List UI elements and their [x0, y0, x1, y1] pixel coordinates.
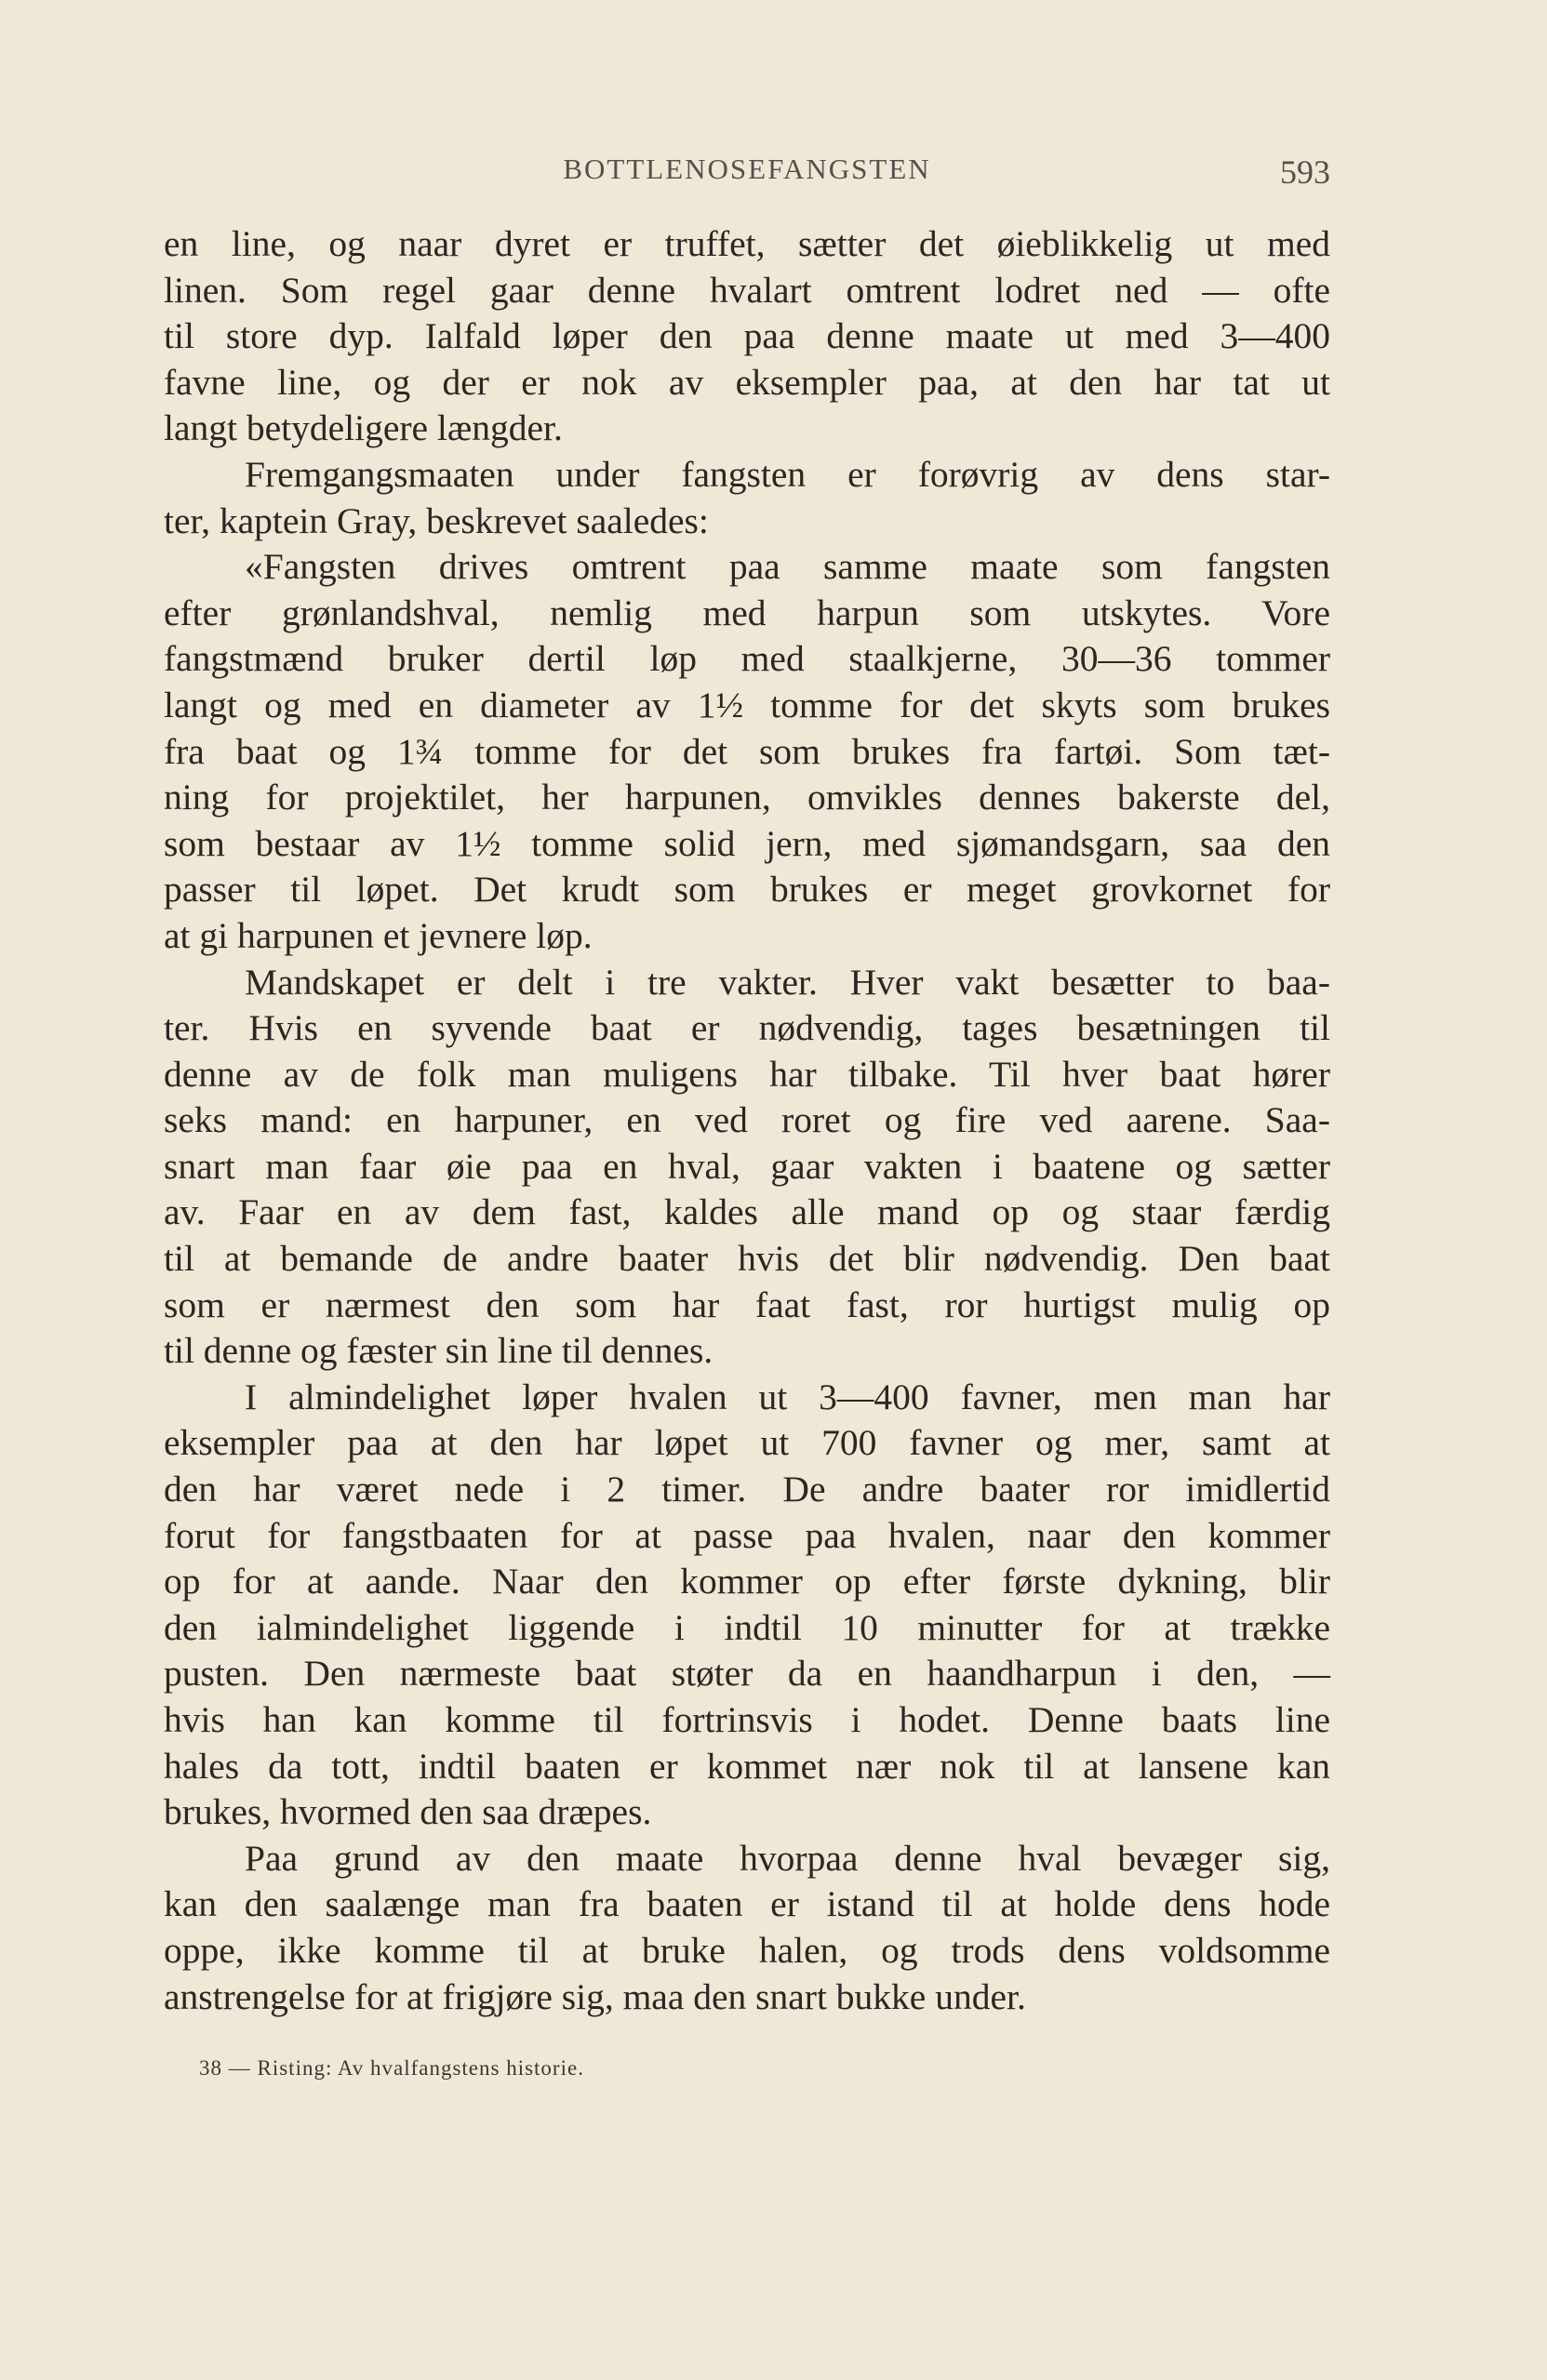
body-text: [164, 221, 1330, 2020]
text-line: den ialmindelighet liggende i indtil 10 minutter for at trække: [164, 1606, 1330, 1648]
text-line: hales da tott, indtil baaten er kommet nær nok til at lansene kan: [164, 1745, 1330, 1787]
text-line: favne line, og der er nok av eksempler paa, at den har tat ut: [164, 361, 1330, 403]
text-line: passer til løpet. Det krudt som brukes er meget grovkornet for: [164, 869, 1330, 911]
text-line: oppe, ikke komme til at bruke halen, og trods dens voldsomme: [164, 1929, 1330, 1971]
running-header: [164, 153, 1330, 193]
text-line: ter. Hvis en syvende baat er nødvendig, tages besætningen til: [164, 1007, 1330, 1049]
text-line: Fremgangsmaaten under fangsten er forøvrig av dens star-: [245, 453, 1330, 495]
text-line: som bestaar av 1½ tomme solid jern, med sjømandsgarn, saa den: [164, 822, 1330, 864]
text-line: ter, kaptein Gray, beskrevet saaledes:: [164, 499, 709, 541]
text-line: ning for projektilet, her harpunen, omvikles dennes bakerste del,: [164, 777, 1330, 818]
text-line: eksempler paa at den har løpet ut 700 favner og mer, samt at: [164, 1422, 1330, 1464]
text-line: langt og med en diameter av 1½ tomme for det skyts som brukes: [164, 684, 1330, 725]
text-line: fangstmænd bruker dertil løp med staalkjerne, 30—36 tommer: [164, 638, 1330, 680]
text-line: som er nærmest den som har faat fast, ror hurtigst mulig op: [164, 1283, 1330, 1325]
signature-footer: 38 — Risting: Av hvalfangstens historie.: [199, 2056, 584, 2080]
text-line: op for at aande. Naar den kommer op efter første dykning, blir: [164, 1561, 1330, 1602]
text-line: en line, og naar dyret er truffet, sætter det øieblikkelig ut med: [164, 223, 1330, 264]
text-line: anstrengelse for at frigjøre sig, maa den snart bukke under.: [164, 1975, 1026, 2017]
text-line: at gi harpunen et jevnere løp.: [164, 914, 593, 956]
text-line: til store dyp. Ialfald løper den paa denne maate ut med 3—400: [164, 315, 1330, 357]
text-line: av. Faar en av dem fast, kaldes alle mand op og staar færdig: [164, 1191, 1330, 1233]
page-number: 593: [1280, 153, 1330, 191]
text-line: brukes, hvormed den saa dræpes.: [164, 1791, 652, 1833]
text-line: den har været nede i 2 timer. De andre baater ror imidlertid: [164, 1469, 1330, 1510]
text-line: pusten. Den nærmeste baat støter da en haandharpun i den, —: [164, 1653, 1330, 1695]
text-line: denne av de folk man muligens har tilbake. Til hver baat hører: [164, 1053, 1330, 1095]
text-line: hvis han kan komme til fortrinsvis i hodet. Denne baats line: [164, 1699, 1330, 1740]
running-title: BOTTLENOSEFANGSTEN: [563, 153, 931, 185]
text-line: Mandskapet er delt i tre vakter. Hver vakt besætter to baa-: [245, 961, 1330, 1003]
text-line: seks mand: en harpuner, en ved roret og fire ved aarene. Saa-: [164, 1099, 1330, 1141]
text-line: forut for fangstbaaten for at passe paa hvalen, naar den kommer: [164, 1514, 1330, 1556]
text-line: langt betydeligere længder.: [164, 407, 563, 449]
text-line: snart man faar øie paa en hval, gaar vakten i baatene og sætter: [164, 1145, 1330, 1187]
text-line: til at bemande de andre baater hvis det blir nødvendig. Den baat: [164, 1238, 1330, 1280]
text-line: fra baat og 1¾ tomme for det som brukes fra fartøi. Som tæt-: [164, 730, 1330, 772]
text-line: linen. Som regel gaar denne hvalart omtrent lodret ned — ofte: [164, 269, 1330, 311]
text-line: Paa grund av den maate hvorpaa denne hval bevæger sig,: [245, 1837, 1330, 1879]
text-line: I almindelighet løper hvalen ut 3—400 favner, men man har: [245, 1376, 1330, 1417]
text-line: «Fangsten drives omtrent paa samme maate som fangsten: [245, 546, 1330, 588]
text-line: efter grønlandshval, nemlig med harpun som utskytes. Vore: [164, 592, 1330, 633]
text-line: til denne og fæster sin line til dennes.: [164, 1330, 713, 1372]
text-line: kan den saalænge man fra baaten er istand til at holde dens hode: [164, 1883, 1330, 1925]
